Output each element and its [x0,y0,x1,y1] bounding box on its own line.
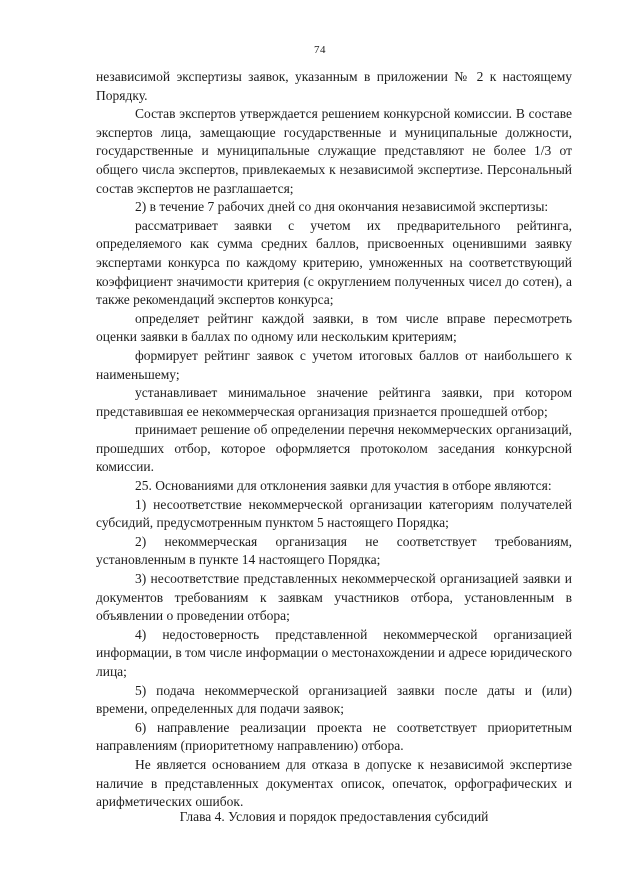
paragraph-ground-1: 1) несоответствие некоммерческой организации категориям получателей субсидий, предусмотренным пунктом 5 настоящего Порядка; [96,496,572,531]
paragraph-determines-rating: определяет рейтинг каждой заявки, в том числе вправе пересмотреть оценки заявки в баллах по одному или нескольким критериям; [96,310,572,345]
paragraph-ground-5: 5) подача некоммерческой организацией заявки после даты и (или) времени, определенных для подачи заявок; [96,682,572,717]
paragraph-experts-composition: Состав экспертов утверждается решением конкурсной комиссии. В составе экспертов лица, замещающие государственные и муниципальные должности, государственные и муниципальные служащие представляют не более 1/3 от общего числа экспертов, привлекаемых к независимой экспертизе. Персональный состав экспертов не разглашается; [96,106,572,196]
paragraph-ground-2: 2) некоммерческая организация не соответствует требованиям, установленным в пункте 14 настоящего Порядка; [96,533,572,568]
paragraph-forms-rating: формирует рейтинг заявок с учетом итоговых баллов от наибольшего к наименьшему; [96,347,572,382]
paragraph-section-25: 25. Основаниями для отклонения заявки для участия в отборе являются: [135,478,552,494]
paragraph-decision: принимает решение об определении перечня некоммерческих организаций, прошедших отбор, которое оформляется протоколом заседания конкурсной комиссии. [96,422,572,475]
paragraph-ground-4: 4) недостоверность представленной некоммерческой организацией информации, в том числе информации о местонахождении и адресе юридического лица; [96,626,572,679]
document-body [96,68,572,812]
paragraph-ground-6: 6) направление реализации проекта не соответствует приоритетным направлениям (приоритетному направлению) отбора. [96,719,572,754]
page-number: 74 [314,44,326,56]
paragraph-continuation: независимой экспертизы заявок, указанным в приложении № 2 к настоящему Порядку. [96,69,572,103]
paragraph-minimum-rating: устанавливает минимальное значение рейтинга заявки, при котором представившая ее некоммерческая организация признается прошедшей отбор; [96,385,572,419]
paragraph-not-grounds: Не является основанием для отказа в допуске к независимой экспертизе наличие в представленных документах описок, опечаток, орфографических и арифметических ошибок. [96,756,572,810]
paragraph-ground-3: 3) несоответствие представленных некоммерческой организацией заявки и документов требованиям к заявкам участников отбора, установленным в объявлении о проведении отбора; [96,571,572,624]
paragraph-item-2: 2) в течение 7 рабочих дней со дня окончания независимой экспертизы: [135,199,549,215]
paragraph-reviews-applications: рассматривает заявки с учетом их предварительного рейтинга, определяемого как сумма средних баллов, присвоенных оценившими заявку экспертами конкурса по каждому критерию, умноженных на соответствующий коэффициент значимости критерия (с округлением полученных чисел до сотен), а также рекомендаций экспертов конкурса; [96,217,572,308]
chapter-heading: Глава 4. Условия и порядок предоставления субсидий [179,809,489,824]
